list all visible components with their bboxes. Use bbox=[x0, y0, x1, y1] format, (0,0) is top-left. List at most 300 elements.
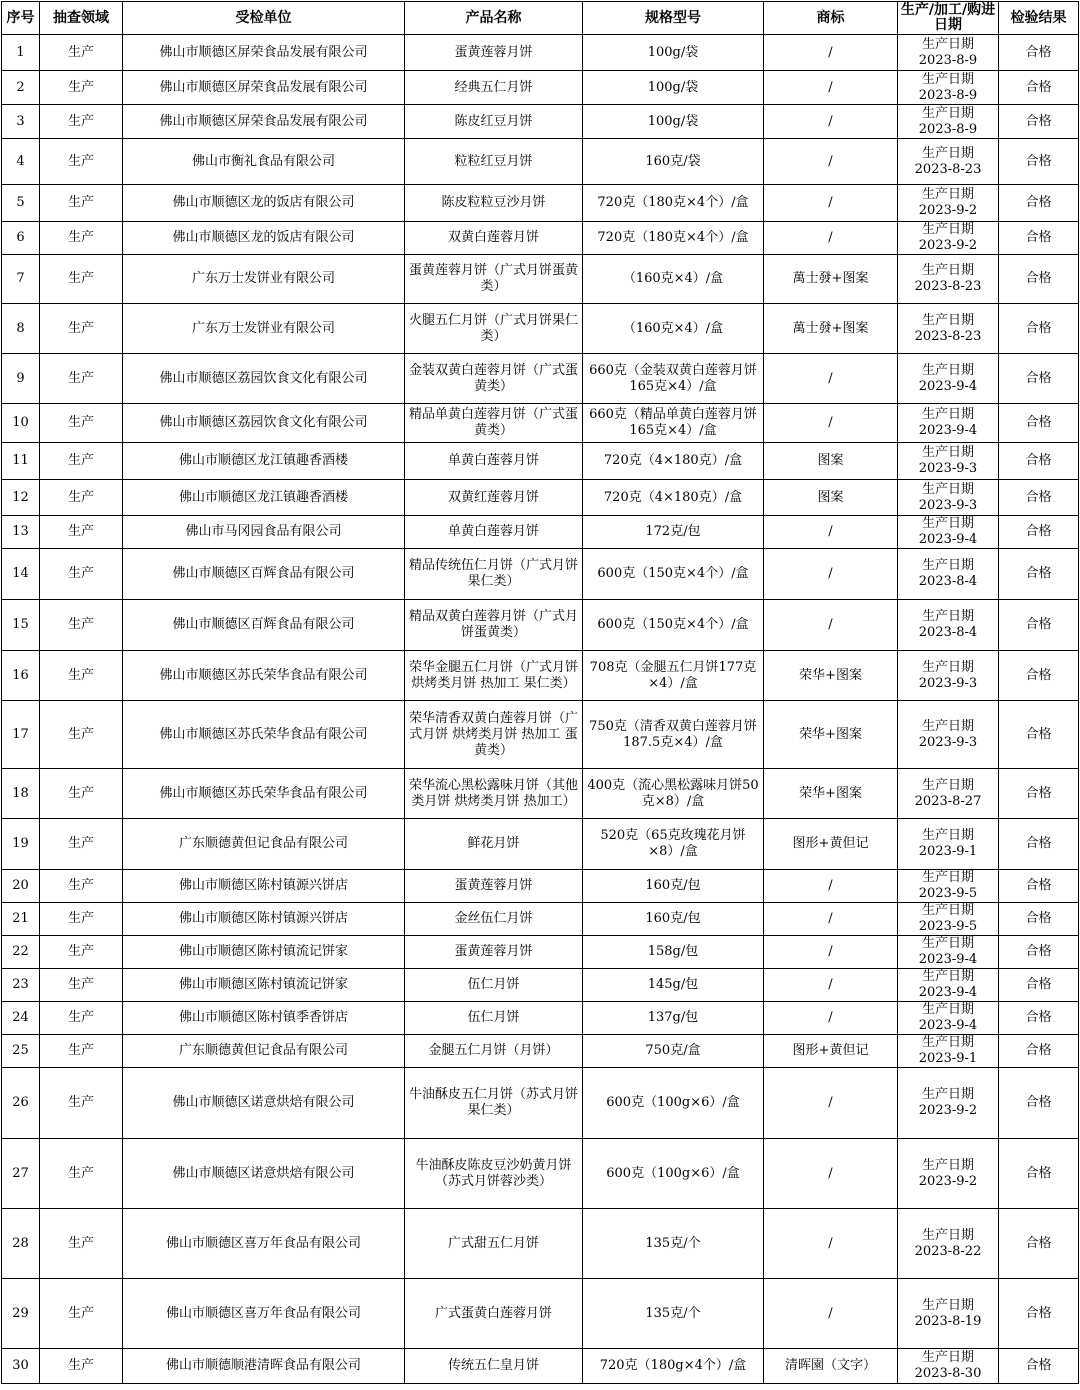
cell-field: 生产 bbox=[40, 185, 123, 222]
date-label: 生产日期 bbox=[921, 1087, 974, 1102]
cell-brand: 萬士發+图案 bbox=[764, 255, 898, 304]
cell-product: 伍仁月饼 bbox=[405, 969, 583, 1002]
date-label: 生产日期 bbox=[921, 71, 974, 87]
cell-unit: 佛山市顺德区苏氏荣华食品有限公司 bbox=[123, 701, 405, 769]
cell-date bbox=[898, 936, 999, 969]
cell-field: 生产 bbox=[40, 105, 123, 139]
cell-no: 17 bbox=[2, 701, 40, 769]
cell-product: 陈皮粒粒豆沙月饼 bbox=[405, 185, 583, 222]
table-row bbox=[2, 35, 1079, 71]
cell-brand: 图形+黄但记 bbox=[764, 1035, 898, 1068]
cell-date bbox=[898, 71, 999, 105]
cell-date bbox=[898, 769, 999, 819]
table-row bbox=[2, 304, 1079, 354]
table-row bbox=[2, 819, 1079, 870]
date-label: 生产日期 bbox=[921, 1227, 974, 1243]
cell-field: 生产 bbox=[40, 651, 123, 701]
cell-no: 4 bbox=[2, 139, 40, 185]
date-label: 生产日期 bbox=[921, 1350, 974, 1365]
cell-spec: 400克（流心黑松露味月饼50克×8）/盒 bbox=[583, 769, 764, 819]
cell-product: 精品单黄白莲蓉月饼（广式蛋黄类） bbox=[405, 404, 583, 443]
cell-unit: 佛山市顺德区陈村镇流记饼家 bbox=[123, 969, 405, 1002]
date-value: 2023-9-5 bbox=[918, 886, 978, 901]
cell-no: 1 bbox=[2, 35, 40, 71]
cell-field: 生产 bbox=[40, 969, 123, 1002]
cell-brand: / bbox=[764, 1279, 898, 1349]
date-label: 生产日期 bbox=[921, 445, 974, 460]
cell-brand: / bbox=[764, 71, 898, 105]
cell-result: 合格 bbox=[999, 870, 1079, 903]
cell-brand: 图案 bbox=[764, 480, 898, 516]
cell-unit: 佛山市顺德区百辉食品有限公司 bbox=[123, 600, 405, 651]
table-row bbox=[2, 701, 1079, 769]
date-value: 2023-9-4 bbox=[918, 1018, 978, 1033]
cell-field: 生产 bbox=[40, 404, 123, 443]
date-value: 2023-8-23 bbox=[914, 328, 982, 344]
cell-no: 19 bbox=[2, 819, 40, 870]
cell-field: 生产 bbox=[40, 936, 123, 969]
cell-product: 牛油酥皮五仁月饼（苏式月饼果仁类） bbox=[405, 1068, 583, 1139]
cell-spec: 100g/袋 bbox=[583, 105, 764, 139]
cell-field: 生产 bbox=[40, 549, 123, 600]
cell-field: 生产 bbox=[40, 1035, 123, 1068]
cell-field: 生产 bbox=[40, 1002, 123, 1035]
cell-spec: 172克/包 bbox=[583, 516, 764, 549]
date-value: 2023-9-4 bbox=[918, 952, 978, 967]
cell-no: 5 bbox=[2, 185, 40, 222]
table-row bbox=[2, 222, 1079, 255]
cell-product: 陈皮红豆月饼 bbox=[405, 105, 583, 139]
cell-date bbox=[898, 185, 999, 222]
cell-unit: 佛山市顺德区陈村镇流记饼家 bbox=[123, 936, 405, 969]
table-row bbox=[2, 105, 1079, 139]
cell-brand: / bbox=[764, 404, 898, 443]
cell-brand: / bbox=[764, 600, 898, 651]
cell-unit: 佛山市顺德区喜万年食品有限公司 bbox=[123, 1279, 405, 1349]
cell-date bbox=[898, 304, 999, 354]
cell-spec: 135克/个 bbox=[583, 1209, 764, 1279]
date-label: 生产日期 bbox=[921, 936, 974, 951]
cell-product: 精品传统伍仁月饼（广式月饼果仁类） bbox=[405, 549, 583, 600]
cell-product: 荣华清香双黄白莲蓉月饼（广式月饼 烘烤类月饼 热加工 蛋黄类） bbox=[405, 701, 583, 769]
header-date: 生产/加工/购进日期 bbox=[898, 2, 999, 35]
date-value: 2023-8-4 bbox=[918, 574, 978, 589]
date-label: 生产日期 bbox=[921, 312, 974, 328]
date-value: 2023-9-2 bbox=[918, 203, 978, 218]
cell-spec: 750克/盒 bbox=[583, 1035, 764, 1068]
table-row bbox=[2, 516, 1079, 549]
cell-brand: / bbox=[764, 516, 898, 549]
cell-spec: 520克（65克玫瑰花月饼×8）/盒 bbox=[583, 819, 764, 870]
cell-spec: 660克（金装双黄白莲蓉月饼165克×4）/盒 bbox=[583, 354, 764, 404]
date-value: 2023-9-3 bbox=[918, 734, 978, 750]
cell-unit: 佛山市顺德区陈村镇源兴饼店 bbox=[123, 903, 405, 936]
table-row bbox=[2, 71, 1079, 105]
cell-result: 合格 bbox=[999, 354, 1079, 404]
cell-no: 20 bbox=[2, 870, 40, 903]
cell-no: 29 bbox=[2, 1279, 40, 1349]
cell-date bbox=[898, 443, 999, 480]
cell-date bbox=[898, 870, 999, 903]
cell-field: 生产 bbox=[40, 255, 123, 304]
cell-unit: 佛山市顺德区屏荣食品发展有限公司 bbox=[123, 71, 405, 105]
cell-no: 28 bbox=[2, 1209, 40, 1279]
cell-no: 16 bbox=[2, 651, 40, 701]
date-label: 生产日期 bbox=[921, 145, 974, 161]
cell-brand: / bbox=[764, 354, 898, 404]
table-row bbox=[2, 903, 1079, 936]
cell-result: 合格 bbox=[999, 969, 1079, 1002]
cell-brand: / bbox=[764, 936, 898, 969]
cell-product: 广式蛋黄白莲蓉月饼 bbox=[405, 1279, 583, 1349]
cell-brand: / bbox=[764, 185, 898, 222]
date-value: 2023-9-2 bbox=[918, 1173, 978, 1189]
date-value: 2023-9-2 bbox=[918, 238, 978, 253]
cell-unit: 佛山市顺德区荔园饮食文化有限公司 bbox=[123, 404, 405, 443]
cell-spec: 100g/袋 bbox=[583, 71, 764, 105]
date-value: 2023-9-4 bbox=[918, 378, 978, 394]
cell-no: 10 bbox=[2, 404, 40, 443]
cell-no: 2 bbox=[2, 71, 40, 105]
cell-field: 生产 bbox=[40, 903, 123, 936]
cell-product: 双黄白莲蓉月饼 bbox=[405, 222, 583, 255]
date-value: 2023-9-3 bbox=[918, 461, 978, 476]
cell-result: 合格 bbox=[999, 304, 1079, 354]
cell-unit: 佛山市顺德区荔园饮食文化有限公司 bbox=[123, 354, 405, 404]
cell-spec: 720克（4×180克）/盒 bbox=[583, 443, 764, 480]
cell-result: 合格 bbox=[999, 404, 1079, 443]
cell-result: 合格 bbox=[999, 35, 1079, 71]
cell-product: 传统五仁皇月饼 bbox=[405, 1349, 583, 1384]
cell-date bbox=[898, 903, 999, 936]
cell-brand: / bbox=[764, 549, 898, 600]
cell-spec: 600克（100g×6）/盒 bbox=[583, 1139, 764, 1209]
cell-result: 合格 bbox=[999, 936, 1079, 969]
cell-no: 8 bbox=[2, 304, 40, 354]
cell-field: 生产 bbox=[40, 71, 123, 105]
date-label: 生产日期 bbox=[921, 1157, 974, 1173]
cell-brand: 图案 bbox=[764, 443, 898, 480]
table-row bbox=[2, 404, 1079, 443]
date-label: 生产日期 bbox=[921, 870, 974, 885]
cell-date bbox=[898, 516, 999, 549]
cell-no: 21 bbox=[2, 903, 40, 936]
cell-unit: 佛山市顺德顺港清晖食品有限公司 bbox=[123, 1349, 405, 1384]
cell-result: 合格 bbox=[999, 71, 1079, 105]
date-value: 2023-8-19 bbox=[914, 1313, 982, 1329]
cell-spec: 708克（金腿五仁月饼177克×4）/盒 bbox=[583, 651, 764, 701]
cell-date bbox=[898, 354, 999, 404]
cell-result: 合格 bbox=[999, 903, 1079, 936]
cell-product: 蛋黄莲蓉月饼 bbox=[405, 936, 583, 969]
cell-spec: 600克（150克×4个）/盒 bbox=[583, 600, 764, 651]
cell-result: 合格 bbox=[999, 516, 1079, 549]
cell-brand: / bbox=[764, 35, 898, 71]
cell-unit: 佛山市顺德区陈村镇季香饼店 bbox=[123, 1002, 405, 1035]
date-label: 生产日期 bbox=[921, 263, 974, 278]
cell-spec: 750克（清香双黄白莲蓉月饼187.5克×4）/盒 bbox=[583, 701, 764, 769]
cell-brand: / bbox=[764, 1209, 898, 1279]
cell-product: 精品双黄白莲蓉月饼（广式月饼蛋黄类） bbox=[405, 600, 583, 651]
date-label: 生产日期 bbox=[921, 362, 974, 378]
cell-unit: 佛山市顺德区诺意烘焙有限公司 bbox=[123, 1068, 405, 1139]
date-label: 生产日期 bbox=[921, 1002, 974, 1017]
cell-field: 生产 bbox=[40, 701, 123, 769]
cell-product: 粒粒红豆月饼 bbox=[405, 139, 583, 185]
cell-unit: 佛山市顺德区喜万年食品有限公司 bbox=[123, 1209, 405, 1279]
cell-result: 合格 bbox=[999, 1349, 1079, 1384]
cell-spec: 160克/袋 bbox=[583, 139, 764, 185]
cell-product: 荣华金腿五仁月饼（广式月饼 烘烤类月饼 热加工 果仁类） bbox=[405, 651, 583, 701]
date-value: 2023-9-4 bbox=[918, 985, 978, 1000]
header-spec: 规格型号 bbox=[583, 2, 764, 35]
date-value: 2023-8-30 bbox=[914, 1366, 982, 1381]
date-label: 生产日期 bbox=[921, 1035, 974, 1050]
cell-unit: 佛山市顺德区陈村镇源兴饼店 bbox=[123, 870, 405, 903]
cell-field: 生产 bbox=[40, 480, 123, 516]
date-label: 生产日期 bbox=[921, 1297, 974, 1313]
cell-field: 生产 bbox=[40, 222, 123, 255]
cell-field: 生产 bbox=[40, 1349, 123, 1384]
header-no: 序号 bbox=[2, 2, 40, 35]
cell-date bbox=[898, 651, 999, 701]
cell-result: 合格 bbox=[999, 1035, 1079, 1068]
cell-field: 生产 bbox=[40, 35, 123, 71]
cell-product: 广式甜五仁月饼 bbox=[405, 1209, 583, 1279]
cell-spec: 600克（100g×6）/盒 bbox=[583, 1068, 764, 1139]
cell-result: 合格 bbox=[999, 701, 1079, 769]
cell-unit: 广东顺德黄但记食品有限公司 bbox=[123, 1035, 405, 1068]
table-row bbox=[2, 600, 1079, 651]
cell-unit: 佛山市顺德区百辉食品有限公司 bbox=[123, 549, 405, 600]
date-label: 生产日期 bbox=[921, 777, 974, 793]
cell-product: 双黄红莲蓉月饼 bbox=[405, 480, 583, 516]
cell-unit: 佛山市顺德区龙江镇趣香酒楼 bbox=[123, 443, 405, 480]
date-value: 2023-8-23 bbox=[914, 161, 982, 177]
cell-no: 3 bbox=[2, 105, 40, 139]
cell-no: 15 bbox=[2, 600, 40, 651]
date-value: 2023-9-4 bbox=[918, 423, 978, 438]
cell-result: 合格 bbox=[999, 819, 1079, 870]
cell-no: 24 bbox=[2, 1002, 40, 1035]
cell-unit: 佛山市顺德区苏氏荣华食品有限公司 bbox=[123, 651, 405, 701]
cell-field: 生产 bbox=[40, 819, 123, 870]
header-result: 检验结果 bbox=[999, 2, 1079, 35]
cell-field: 生产 bbox=[40, 769, 123, 819]
cell-brand: / bbox=[764, 903, 898, 936]
cell-spec: 160克/包 bbox=[583, 903, 764, 936]
date-value: 2023-8-23 bbox=[914, 279, 982, 294]
cell-no: 11 bbox=[2, 443, 40, 480]
cell-result: 合格 bbox=[999, 549, 1079, 600]
cell-date bbox=[898, 1279, 999, 1349]
table-row bbox=[2, 185, 1079, 222]
cell-result: 合格 bbox=[999, 443, 1079, 480]
cell-date bbox=[898, 1002, 999, 1035]
date-label: 生产日期 bbox=[921, 481, 974, 497]
cell-result: 合格 bbox=[999, 1068, 1079, 1139]
cell-no: 23 bbox=[2, 969, 40, 1002]
cell-result: 合格 bbox=[999, 1279, 1079, 1349]
cell-product: 金腿五仁月饼（月饼） bbox=[405, 1035, 583, 1068]
cell-field: 生产 bbox=[40, 1209, 123, 1279]
cell-brand: 萬士發+图案 bbox=[764, 304, 898, 354]
date-label: 生产日期 bbox=[921, 718, 974, 734]
date-label: 生产日期 bbox=[921, 516, 974, 531]
cell-brand: 图形+黄但记 bbox=[764, 819, 898, 870]
cell-no: 14 bbox=[2, 549, 40, 600]
cell-product: 蛋黄莲蓉月饼（广式月饼蛋黄类） bbox=[405, 255, 583, 304]
cell-result: 合格 bbox=[999, 600, 1079, 651]
cell-result: 合格 bbox=[999, 1139, 1079, 1209]
cell-unit: 广东顺德黄但记食品有限公司 bbox=[123, 819, 405, 870]
date-value: 2023-9-3 bbox=[918, 497, 978, 513]
date-label: 生产日期 bbox=[921, 903, 974, 918]
cell-no: 26 bbox=[2, 1068, 40, 1139]
cell-no: 13 bbox=[2, 516, 40, 549]
cell-brand: 荣华+图案 bbox=[764, 701, 898, 769]
table-row bbox=[2, 255, 1079, 304]
date-label: 生产日期 bbox=[921, 407, 974, 422]
cell-result: 合格 bbox=[999, 139, 1079, 185]
cell-date bbox=[898, 404, 999, 443]
cell-date bbox=[898, 1209, 999, 1279]
cell-product: 单黄白莲蓉月饼 bbox=[405, 516, 583, 549]
cell-no: 25 bbox=[2, 1035, 40, 1068]
cell-product: 鲜花月饼 bbox=[405, 819, 583, 870]
cell-field: 生产 bbox=[40, 516, 123, 549]
cell-unit: 广东万士发饼业有限公司 bbox=[123, 304, 405, 354]
cell-product: 荣华流心黑松露味月饼（其他类月饼 烘烤类月饼 热加工） bbox=[405, 769, 583, 819]
date-value: 2023-9-1 bbox=[918, 844, 978, 859]
table-row bbox=[2, 1139, 1079, 1209]
table-row bbox=[2, 1349, 1079, 1384]
cell-date bbox=[898, 600, 999, 651]
cell-spec: （160克×4）/盒 bbox=[583, 304, 764, 354]
cell-brand: 荣华+图案 bbox=[764, 769, 898, 819]
cell-spec: 720克（180克×4个）/盒 bbox=[583, 222, 764, 255]
table-row bbox=[2, 969, 1079, 1002]
cell-unit: 佛山市顺德区龙的饭店有限公司 bbox=[123, 222, 405, 255]
cell-result: 合格 bbox=[999, 1002, 1079, 1035]
cell-date bbox=[898, 222, 999, 255]
cell-date bbox=[898, 1035, 999, 1068]
cell-unit: 佛山市衡礼食品有限公司 bbox=[123, 139, 405, 185]
cell-date bbox=[898, 105, 999, 139]
cell-field: 生产 bbox=[40, 139, 123, 185]
cell-field: 生产 bbox=[40, 354, 123, 404]
cell-no: 6 bbox=[2, 222, 40, 255]
cell-product: 蛋黄莲蓉月饼 bbox=[405, 870, 583, 903]
cell-no: 12 bbox=[2, 480, 40, 516]
cell-spec: 720克（180克×4个）/盒 bbox=[583, 185, 764, 222]
cell-date bbox=[898, 35, 999, 71]
cell-brand: / bbox=[764, 1139, 898, 1209]
cell-brand: 荣华+图案 bbox=[764, 651, 898, 701]
date-label: 生产日期 bbox=[921, 659, 974, 675]
table-row bbox=[2, 1209, 1079, 1279]
cell-result: 合格 bbox=[999, 651, 1079, 701]
table-row bbox=[2, 936, 1079, 969]
cell-product: 伍仁月饼 bbox=[405, 1002, 583, 1035]
cell-brand: / bbox=[764, 1068, 898, 1139]
cell-result: 合格 bbox=[999, 255, 1079, 304]
date-label: 生产日期 bbox=[921, 828, 974, 843]
table-row bbox=[2, 549, 1079, 600]
cell-unit: 佛山市顺德区龙江镇趣香酒楼 bbox=[123, 480, 405, 516]
cell-date bbox=[898, 701, 999, 769]
cell-brand: / bbox=[764, 1002, 898, 1035]
cell-field: 生产 bbox=[40, 1139, 123, 1209]
cell-result: 合格 bbox=[999, 105, 1079, 139]
date-value: 2023-9-1 bbox=[918, 1051, 978, 1066]
cell-spec: 600克（150克×4个）/盒 bbox=[583, 549, 764, 600]
cell-field: 生产 bbox=[40, 870, 123, 903]
cell-no: 27 bbox=[2, 1139, 40, 1209]
cell-result: 合格 bbox=[999, 769, 1079, 819]
table-row bbox=[2, 1002, 1079, 1035]
cell-result: 合格 bbox=[999, 222, 1079, 255]
table-row bbox=[2, 443, 1079, 480]
table-row bbox=[2, 480, 1079, 516]
cell-result: 合格 bbox=[999, 185, 1079, 222]
cell-product: 金丝伍仁月饼 bbox=[405, 903, 583, 936]
table-row bbox=[2, 870, 1079, 903]
table-row bbox=[2, 1035, 1079, 1068]
cell-product: 经典五仁月饼 bbox=[405, 71, 583, 105]
cell-unit: 佛山市顺德区诺意烘焙有限公司 bbox=[123, 1139, 405, 1209]
table-row bbox=[2, 139, 1079, 185]
cell-unit: 佛山市顺德区苏氏荣华食品有限公司 bbox=[123, 769, 405, 819]
cell-field: 生产 bbox=[40, 443, 123, 480]
date-label: 生产日期 bbox=[921, 609, 974, 624]
date-value: 2023-8-4 bbox=[918, 625, 978, 640]
date-value: 2023-9-4 bbox=[918, 532, 978, 547]
cell-date bbox=[898, 1349, 999, 1384]
date-label: 生产日期 bbox=[921, 558, 974, 573]
cell-brand: / bbox=[764, 139, 898, 185]
cell-brand: / bbox=[764, 969, 898, 1002]
cell-result: 合格 bbox=[999, 480, 1079, 516]
table-row bbox=[2, 769, 1079, 819]
inspection-table bbox=[1, 1, 1079, 1384]
cell-product: 蛋黄莲蓉月饼 bbox=[405, 35, 583, 71]
cell-no: 18 bbox=[2, 769, 40, 819]
header-row bbox=[2, 2, 1079, 35]
cell-unit: 佛山市顺德区屏荣食品发展有限公司 bbox=[123, 105, 405, 139]
cell-field: 生产 bbox=[40, 304, 123, 354]
cell-date bbox=[898, 969, 999, 1002]
cell-product: 火腿五仁月饼（广式月饼果仁类） bbox=[405, 304, 583, 354]
date-value: 2023-9-2 bbox=[918, 1103, 978, 1118]
date-value: 2023-8-27 bbox=[914, 793, 982, 809]
cell-spec: 100g/袋 bbox=[583, 35, 764, 71]
cell-date bbox=[898, 1068, 999, 1139]
cell-unit: 佛山市马冈园食品有限公司 bbox=[123, 516, 405, 549]
cell-spec: 158g/包 bbox=[583, 936, 764, 969]
cell-date bbox=[898, 1139, 999, 1209]
cell-date bbox=[898, 480, 999, 516]
date-value: 2023-8-9 bbox=[918, 121, 978, 137]
cell-no: 30 bbox=[2, 1349, 40, 1384]
cell-date bbox=[898, 255, 999, 304]
cell-unit: 广东万士发饼业有限公司 bbox=[123, 255, 405, 304]
cell-no: 22 bbox=[2, 936, 40, 969]
header-unit: 受检单位 bbox=[123, 2, 405, 35]
date-value: 2023-8-9 bbox=[918, 87, 978, 103]
table-row bbox=[2, 1068, 1079, 1139]
cell-spec: 135克/个 bbox=[583, 1279, 764, 1349]
